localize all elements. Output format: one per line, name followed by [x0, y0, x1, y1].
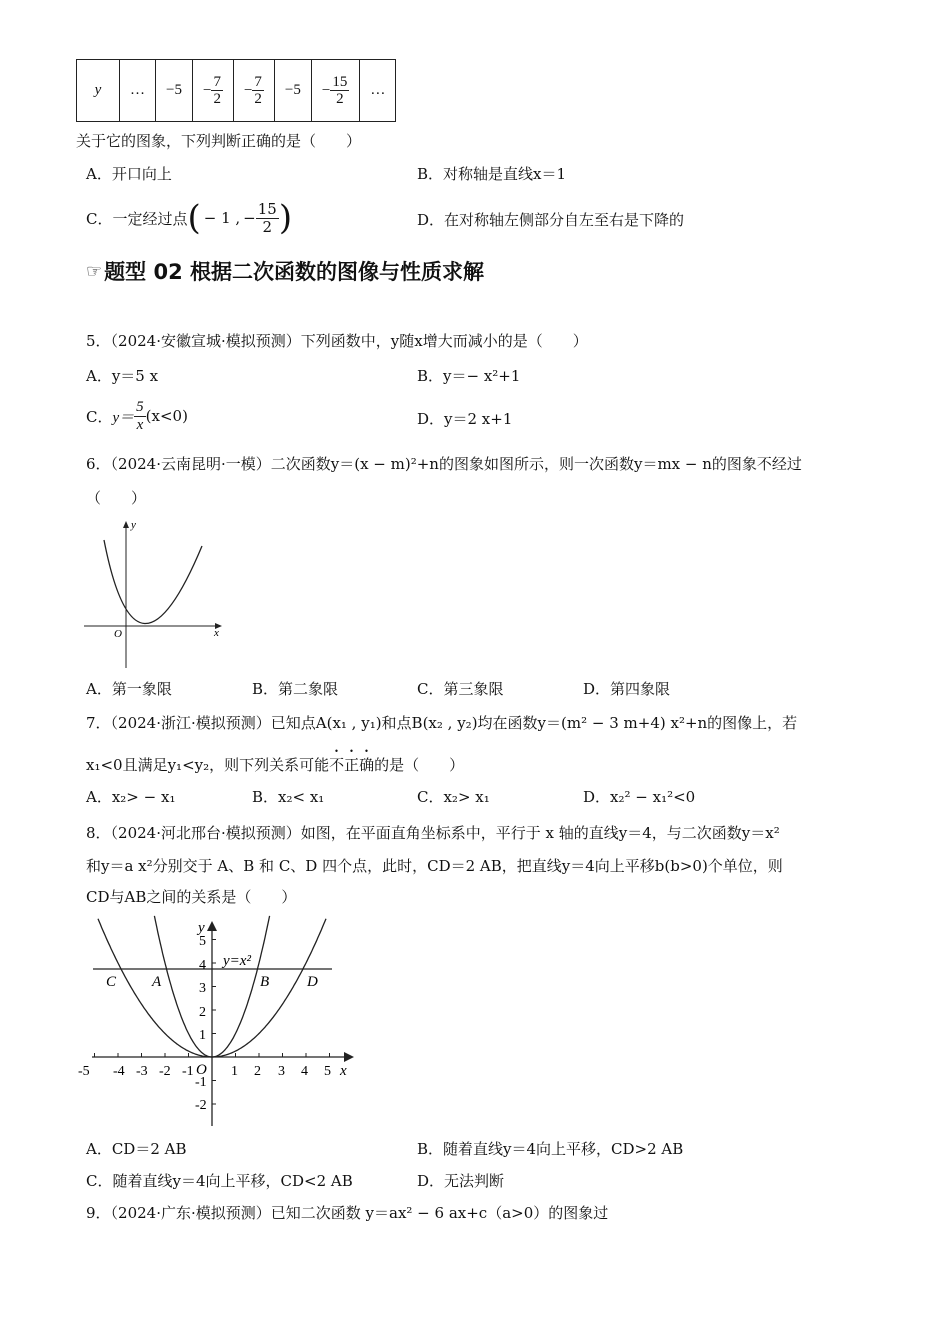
q7-stem-line2: x₁<0且满足y₁<y₂，则下列关系可能不正确的是（ ）: [86, 756, 465, 774]
q6-stem-line2: （ ）: [86, 489, 147, 507]
x-tick-label: 1: [231, 1064, 238, 1079]
q4-option-a: A．开口向上: [86, 165, 172, 183]
q7-stem-line1: 7．（2024·浙江·模拟预测）已知点A(x₁ , y₁)和点B(x₂ , y₂)均在函数y＝(m² − 3 m+4) x²+n的图像上，若: [86, 714, 798, 732]
y-tick-label: 5: [199, 934, 206, 949]
q5-option-d: D．y＝2 x+1: [417, 410, 513, 428]
q8-coordinate-graph: [78, 912, 361, 1130]
table-row-label: y: [77, 60, 120, 122]
table-cell: − $\frac{15}{2}$: [311, 60, 359, 122]
q4-option-d: D．在对称轴左侧部分自左至右是下降的: [417, 211, 685, 229]
q8-option-a: A．CD＝2 AB: [86, 1140, 187, 1158]
section-heading: ☞ 题型 02 根据二次函数的图像与性质求解: [86, 260, 484, 284]
q6-parabola-graph: [84, 518, 229, 670]
q7-option-c: C．x₂> x₁: [417, 788, 490, 806]
origin-label: O: [114, 628, 122, 640]
value-table: [76, 59, 396, 122]
q8-option-d: D．无法判断: [417, 1172, 505, 1190]
point-c-label: C: [106, 974, 117, 990]
q5-option-a: A．y＝5 x: [86, 367, 159, 385]
q7-option-b: B．x₂< x₁: [252, 788, 325, 806]
table-cell: −5: [156, 60, 193, 122]
table-cell: − $\frac{7}{2}$: [192, 60, 233, 122]
y-tick-label: 2: [199, 1005, 206, 1020]
curve-label: y=x²: [223, 953, 251, 969]
q8-option-c: C．随着直线y＝4向上平移，CD<2 AB: [86, 1172, 353, 1190]
point-a-label: A: [152, 974, 162, 990]
x-tick-label: -1: [182, 1064, 194, 1079]
q4-option-b: B．对称轴是直线x＝1: [417, 165, 567, 183]
x-axis-label: x: [214, 627, 219, 639]
q8-stem-line3: CD与AB之间的关系是（ ）: [86, 888, 297, 906]
y-axis-label: y: [131, 519, 136, 531]
x-tick-label: -2: [159, 1064, 171, 1079]
y-tick-label: 4: [199, 958, 206, 973]
q5-option-b: B．y＝− x²+1: [417, 367, 521, 385]
q8-stem-line2: 和y＝a x²分别交于 A、B 和 C、D 四个点，此时，CD＝2 AB，把直线y＝4向上平移b(b>0)个单位，则: [86, 857, 783, 875]
x-tick-label: 4: [301, 1064, 308, 1079]
x-tick-label: 3: [278, 1064, 285, 1079]
q6-option-b: B．第二象限: [252, 680, 339, 698]
x-tick-label: 5: [324, 1064, 331, 1079]
q5-stem: 5．（2024·安徽宣城·模拟预测）下列函数中，y随x增大而减小的是（ ）: [86, 332, 588, 350]
y-tick-label: 1: [199, 1028, 206, 1043]
x-tick-label: -4: [113, 1064, 125, 1079]
point-d-label: D: [307, 974, 318, 990]
q8-option-b: B．随着直线y＝4向上平移，CD>2 AB: [417, 1140, 684, 1158]
q5-option-c: C． y＝ $\frac{5}{x}$ (x<0): [86, 399, 188, 433]
q6-option-a: A．第一象限: [86, 680, 172, 698]
y-tick-label: -2: [195, 1098, 207, 1113]
origin-label: O: [196, 1062, 207, 1078]
q7-option-a: A．x₂> − x₁: [86, 788, 176, 806]
q6-option-d: D．第四象限: [583, 680, 671, 698]
table-cell: −5: [274, 60, 311, 122]
table-cell: − $\frac{7}{2}$: [233, 60, 274, 122]
q4-option-c: C．一定经过点 ( − 1 , − $\frac{15}{2}$ ): [86, 198, 293, 238]
y-axis-label: y: [198, 920, 205, 936]
table-cell: …: [360, 60, 396, 122]
y-tick-label: 3: [199, 981, 206, 996]
table-cell: …: [120, 60, 156, 122]
point-b-label: B: [260, 974, 270, 990]
x-tick-label: 2: [254, 1064, 261, 1079]
x-axis-label: x: [340, 1063, 347, 1079]
x-tick-label: -5: [78, 1064, 90, 1079]
q6-option-c: C．第三象限: [417, 680, 504, 698]
q9-stem: 9．（2024·广东·模拟预测）已知二次函数 y＝ax² − 6 ax+c（a>0）的图象过: [86, 1204, 609, 1222]
y-tick-label: -1: [195, 1075, 207, 1090]
q8-stem-line1: 8．（2024·河北邢台·模拟预测）如图，在平面直角坐标系中，平行于 x 轴的直线y＝4，与二次函数y＝x²: [86, 824, 780, 842]
q7-option-d: D．x₂² − x₁²<0: [583, 788, 696, 806]
q4-stem: 关于它的图象，下列判断正确的是（ ）: [76, 132, 362, 150]
pointing-hand-icon: ☞: [86, 260, 103, 282]
q6-stem-line1: 6．（2024·云南昆明·一模）二次函数y＝(x − m)²+n的图象如图所示，则一次函数y＝mx − n的图象不经过: [86, 455, 802, 473]
x-tick-label: -3: [136, 1064, 148, 1079]
